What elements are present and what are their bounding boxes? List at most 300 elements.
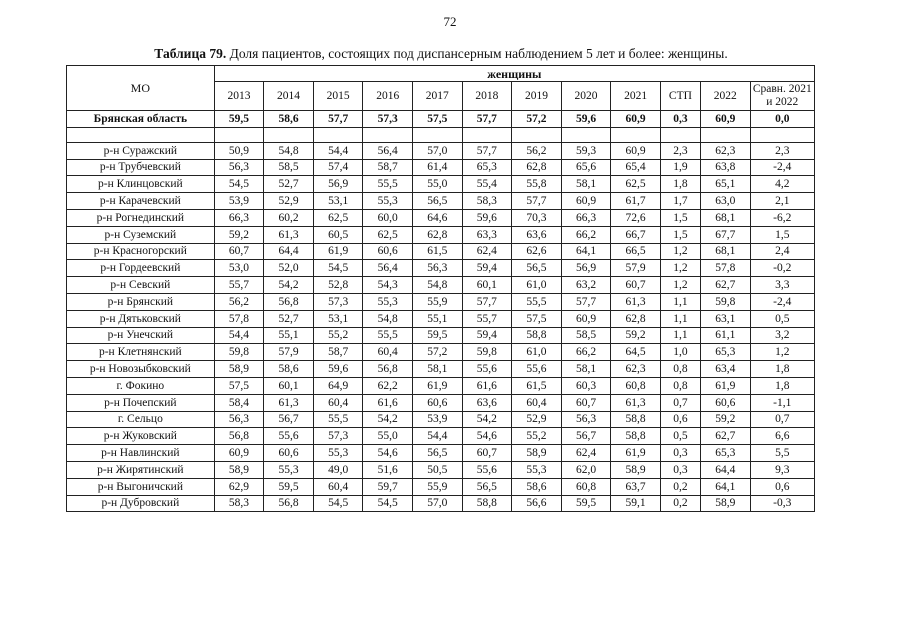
row-value: 67,7 xyxy=(700,226,750,243)
row-value: 60,7 xyxy=(462,445,512,462)
row-value: 0,3 xyxy=(660,111,700,128)
table-row xyxy=(67,310,815,327)
row-value: 59,6 xyxy=(561,111,611,128)
row-value: 55,6 xyxy=(264,428,314,445)
row-name: р-н Брянский xyxy=(67,293,215,310)
row-value: 62,7 xyxy=(700,277,750,294)
row-value: 55,3 xyxy=(313,445,363,462)
row-value: 62,3 xyxy=(611,361,661,378)
row-value: 56,4 xyxy=(363,142,413,159)
table-row xyxy=(67,478,815,495)
row-value: 56,5 xyxy=(512,260,562,277)
row-name: р-н Дубровский xyxy=(67,495,215,512)
row-value: 50,5 xyxy=(413,461,463,478)
row-value: 1,7 xyxy=(660,193,700,210)
row-value: 63,7 xyxy=(611,478,661,495)
row-value: 57,8 xyxy=(214,310,264,327)
row-value: 60,7 xyxy=(561,394,611,411)
row-value: 55,6 xyxy=(512,361,562,378)
row-value: 65,4 xyxy=(611,159,661,176)
row-value: 0,8 xyxy=(660,377,700,394)
table-row xyxy=(67,327,815,344)
row-value: 55,2 xyxy=(313,327,363,344)
header-year: 2013 xyxy=(214,82,264,111)
table-row xyxy=(67,394,815,411)
row-value: 57,5 xyxy=(512,310,562,327)
empty-cell xyxy=(700,127,750,142)
row-name: г. Фокино xyxy=(67,377,215,394)
row-value: 62,3 xyxy=(700,142,750,159)
table-row xyxy=(67,176,815,193)
row-value: 55,6 xyxy=(462,461,512,478)
row-value: 60,7 xyxy=(611,277,661,294)
row-value: 0,8 xyxy=(660,361,700,378)
row-value: 60,9 xyxy=(611,111,661,128)
row-value: 58,3 xyxy=(214,495,264,512)
row-value: 59,8 xyxy=(462,344,512,361)
row-value: 61,4 xyxy=(413,159,463,176)
row-value: 65,3 xyxy=(700,344,750,361)
table-caption xyxy=(66,46,816,62)
row-value: 60,3 xyxy=(561,377,611,394)
table-row xyxy=(67,159,815,176)
row-value: 66,7 xyxy=(611,226,661,243)
row-value: 60,0 xyxy=(363,209,413,226)
row-name: р-н Выгоничский xyxy=(67,478,215,495)
row-value: 64,4 xyxy=(264,243,314,260)
row-value: 61,6 xyxy=(462,377,512,394)
row-value: 54,5 xyxy=(313,260,363,277)
row-compare-value: -2,4 xyxy=(750,159,814,176)
row-value: 59,2 xyxy=(611,327,661,344)
row-name: р-н Почепский xyxy=(67,394,215,411)
table-row xyxy=(67,495,815,512)
row-value: 57,2 xyxy=(413,344,463,361)
row-value: 66,3 xyxy=(214,209,264,226)
row-value: 61,3 xyxy=(264,226,314,243)
row-value: 57,7 xyxy=(561,293,611,310)
row-value: 62,8 xyxy=(611,310,661,327)
row-value: 54,4 xyxy=(413,428,463,445)
row-compare-value: 2,3 xyxy=(750,142,814,159)
row-value: 61,1 xyxy=(700,327,750,344)
row-value: 60,9 xyxy=(611,142,661,159)
row-compare-value: 4,2 xyxy=(750,176,814,193)
row-value: 1,2 xyxy=(660,277,700,294)
row-value: 2,3 xyxy=(660,142,700,159)
row-value: 55,5 xyxy=(363,176,413,193)
row-compare-value: 1,2 xyxy=(750,344,814,361)
row-value: 60,1 xyxy=(264,377,314,394)
row-value: 54,5 xyxy=(363,495,413,512)
row-value: 55,3 xyxy=(363,293,413,310)
row-compare-value: 2,1 xyxy=(750,193,814,210)
row-name: р-н Гордеевский xyxy=(67,260,215,277)
row-value: 54,5 xyxy=(313,495,363,512)
row-value: 62,4 xyxy=(561,445,611,462)
row-value: 62,0 xyxy=(561,461,611,478)
row-value: 52,9 xyxy=(512,411,562,428)
empty-cell xyxy=(313,127,363,142)
row-value: 55,1 xyxy=(264,327,314,344)
row-value: 54,6 xyxy=(462,428,512,445)
row-value: 55,7 xyxy=(214,277,264,294)
row-value: 65,1 xyxy=(700,176,750,193)
empty-cell xyxy=(363,127,413,142)
row-value: 60,6 xyxy=(700,394,750,411)
row-value: 52,0 xyxy=(264,260,314,277)
row-value: 51,6 xyxy=(363,461,413,478)
row-value: 72,6 xyxy=(611,209,661,226)
row-value: 64,5 xyxy=(611,344,661,361)
empty-cell xyxy=(214,127,264,142)
row-value: 63,1 xyxy=(700,310,750,327)
row-value: 57,3 xyxy=(363,111,413,128)
row-value: 56,5 xyxy=(413,445,463,462)
row-value: 61,3 xyxy=(611,394,661,411)
row-value: 62,8 xyxy=(512,159,562,176)
row-compare-value: 0,0 xyxy=(750,111,814,128)
table-row xyxy=(67,344,815,361)
row-value: 61,9 xyxy=(313,243,363,260)
row-compare-value: 3,3 xyxy=(750,277,814,294)
row-value: 54,2 xyxy=(264,277,314,294)
row-value: 62,4 xyxy=(462,243,512,260)
row-compare-value: 1,8 xyxy=(750,361,814,378)
row-value: 60,7 xyxy=(214,243,264,260)
row-value: 56,3 xyxy=(214,411,264,428)
row-value: 56,3 xyxy=(214,159,264,176)
table-row xyxy=(67,293,815,310)
row-value: 64,9 xyxy=(313,377,363,394)
row-value: 56,2 xyxy=(512,142,562,159)
row-value: 55,0 xyxy=(363,428,413,445)
empty-cell xyxy=(462,127,512,142)
row-value: 55,5 xyxy=(512,293,562,310)
row-value: 55,0 xyxy=(413,176,463,193)
row-value: 54,5 xyxy=(214,176,264,193)
row-value: 55,5 xyxy=(363,327,413,344)
row-value: 53,1 xyxy=(313,193,363,210)
row-value: 60,5 xyxy=(313,226,363,243)
table-row xyxy=(67,209,815,226)
table-row xyxy=(67,193,815,210)
row-value: 64,6 xyxy=(413,209,463,226)
table-row xyxy=(67,243,815,260)
row-value: 55,3 xyxy=(512,461,562,478)
page-number: 72 xyxy=(443,14,457,29)
row-value: 55,9 xyxy=(413,293,463,310)
row-value: 54,3 xyxy=(363,277,413,294)
row-value: 65,3 xyxy=(462,159,512,176)
row-value: 57,8 xyxy=(700,260,750,277)
row-value: 56,8 xyxy=(264,495,314,512)
row-value: 60,9 xyxy=(561,310,611,327)
row-value: 53,9 xyxy=(413,411,463,428)
row-value: 59,4 xyxy=(462,260,512,277)
empty-cell xyxy=(750,127,814,142)
row-value: 59,2 xyxy=(700,411,750,428)
row-value: 1,1 xyxy=(660,310,700,327)
row-value: 58,5 xyxy=(561,327,611,344)
row-value: 1,0 xyxy=(660,344,700,361)
row-value: 58,1 xyxy=(413,361,463,378)
row-value: 60,6 xyxy=(363,243,413,260)
row-value: 57,7 xyxy=(462,111,512,128)
row-value: 56,2 xyxy=(214,293,264,310)
row-value: 62,6 xyxy=(512,243,562,260)
row-compare-value: 6,6 xyxy=(750,428,814,445)
empty-cell xyxy=(67,127,215,142)
empty-cell xyxy=(512,127,562,142)
row-value: 55,7 xyxy=(462,310,512,327)
row-compare-value: -0,2 xyxy=(750,260,814,277)
row-value: 52,8 xyxy=(313,277,363,294)
row-value: 55,8 xyxy=(512,176,562,193)
row-value: 52,9 xyxy=(264,193,314,210)
row-compare-value: 9,3 xyxy=(750,461,814,478)
row-value: 0,7 xyxy=(660,394,700,411)
row-value: 59,6 xyxy=(462,209,512,226)
row-value: 0,3 xyxy=(660,461,700,478)
row-value: 57,2 xyxy=(512,111,562,128)
row-value: 60,1 xyxy=(462,277,512,294)
row-name: р-н Карачевский xyxy=(67,193,215,210)
row-value: 56,3 xyxy=(561,411,611,428)
row-name: р-н Красногорский xyxy=(67,243,215,260)
row-value: 50,9 xyxy=(214,142,264,159)
row-value: 59,8 xyxy=(214,344,264,361)
row-compare-value: -2,4 xyxy=(750,293,814,310)
row-compare-value: 3,2 xyxy=(750,327,814,344)
row-value: 63,8 xyxy=(700,159,750,176)
header-year: 2014 xyxy=(264,82,314,111)
row-value: 57,4 xyxy=(313,159,363,176)
table-row xyxy=(67,445,815,462)
header-year: СТП xyxy=(660,82,700,111)
empty-cell xyxy=(660,127,700,142)
header-year: 2015 xyxy=(313,82,363,111)
header-year: 2016 xyxy=(363,82,413,111)
row-value: 61,9 xyxy=(413,377,463,394)
row-value: 55,2 xyxy=(512,428,562,445)
table-body xyxy=(67,111,815,512)
empty-cell xyxy=(264,127,314,142)
row-value: 57,7 xyxy=(313,111,363,128)
row-name: р-н Жуковский xyxy=(67,428,215,445)
row-value: 55,5 xyxy=(313,411,363,428)
row-value: 57,3 xyxy=(313,428,363,445)
row-compare-value: 0,6 xyxy=(750,478,814,495)
row-value: 59,5 xyxy=(561,495,611,512)
row-value: 0,2 xyxy=(660,478,700,495)
row-value: 59,5 xyxy=(264,478,314,495)
row-value: 58,6 xyxy=(512,478,562,495)
row-name: р-н Жирятинский xyxy=(67,461,215,478)
empty-cell xyxy=(561,127,611,142)
row-value: 65,6 xyxy=(561,159,611,176)
row-value: 55,3 xyxy=(264,461,314,478)
row-value: 58,6 xyxy=(264,111,314,128)
row-value: 61,6 xyxy=(363,394,413,411)
row-value: 60,8 xyxy=(561,478,611,495)
row-value: 56,7 xyxy=(561,428,611,445)
row-name: р-н Суражский xyxy=(67,142,215,159)
row-value: 60,6 xyxy=(264,445,314,462)
row-value: 64,1 xyxy=(561,243,611,260)
row-value: 62,5 xyxy=(363,226,413,243)
row-name: р-н Рогнединский xyxy=(67,209,215,226)
row-value: 55,1 xyxy=(413,310,463,327)
header-year: 2017 xyxy=(413,82,463,111)
row-value: 57,0 xyxy=(413,142,463,159)
row-value: 60,9 xyxy=(700,111,750,128)
row-value: 65,3 xyxy=(700,445,750,462)
header-compare: Сравн. 2021 и 2022 xyxy=(750,82,814,111)
row-value: 62,5 xyxy=(313,209,363,226)
row-value: 58,3 xyxy=(462,193,512,210)
row-value: 59,6 xyxy=(313,361,363,378)
table-row xyxy=(67,411,815,428)
row-value: 62,2 xyxy=(363,377,413,394)
row-name: р-н Севский xyxy=(67,277,215,294)
row-value: 59,1 xyxy=(611,495,661,512)
row-value: 56,5 xyxy=(462,478,512,495)
empty-cell xyxy=(611,127,661,142)
header-group: женщины xyxy=(214,66,814,82)
row-value: 54,8 xyxy=(264,142,314,159)
row-value: 56,3 xyxy=(413,260,463,277)
row-value: 56,9 xyxy=(561,260,611,277)
header-year: 2022 xyxy=(700,82,750,111)
table-row xyxy=(67,461,815,478)
region-total-row xyxy=(67,111,815,128)
row-value: 1,5 xyxy=(660,226,700,243)
row-value: 56,6 xyxy=(512,495,562,512)
row-value: 52,7 xyxy=(264,310,314,327)
header-year: 2019 xyxy=(512,82,562,111)
row-value: 56,8 xyxy=(363,361,413,378)
row-value: 57,7 xyxy=(462,293,512,310)
row-compare-value: 1,8 xyxy=(750,377,814,394)
row-value: 63,6 xyxy=(512,226,562,243)
row-value: 1,1 xyxy=(660,327,700,344)
row-value: 68,1 xyxy=(700,209,750,226)
row-value: 58,9 xyxy=(214,361,264,378)
row-value: 55,9 xyxy=(413,478,463,495)
row-value: 68,1 xyxy=(700,243,750,260)
row-value: 58,8 xyxy=(512,327,562,344)
row-value: 58,9 xyxy=(611,461,661,478)
row-value: 66,3 xyxy=(561,209,611,226)
row-value: 63,4 xyxy=(700,361,750,378)
row-name: р-н Новозыбковский xyxy=(67,361,215,378)
row-value: 57,9 xyxy=(611,260,661,277)
row-value: 57,9 xyxy=(264,344,314,361)
row-value: 58,8 xyxy=(611,411,661,428)
row-value: 61,7 xyxy=(611,193,661,210)
row-value: 56,7 xyxy=(264,411,314,428)
row-value: 66,5 xyxy=(611,243,661,260)
header-year: 2021 xyxy=(611,82,661,111)
table-row xyxy=(67,226,815,243)
row-value: 66,2 xyxy=(561,344,611,361)
row-value: 56,4 xyxy=(363,260,413,277)
empty-cell xyxy=(413,127,463,142)
row-value: 1,9 xyxy=(660,159,700,176)
row-value: 60,4 xyxy=(313,478,363,495)
row-value: 1,5 xyxy=(660,209,700,226)
header-year: 2018 xyxy=(462,82,512,111)
row-value: 58,1 xyxy=(561,176,611,193)
row-value: 61,9 xyxy=(700,377,750,394)
row-value: 54,2 xyxy=(363,411,413,428)
data-table xyxy=(66,65,815,512)
row-value: 61,5 xyxy=(512,377,562,394)
header-mo: МО xyxy=(67,66,215,111)
row-compare-value: 2,4 xyxy=(750,243,814,260)
row-value: 53,1 xyxy=(313,310,363,327)
row-value: 58,8 xyxy=(611,428,661,445)
row-value: 63,0 xyxy=(700,193,750,210)
row-value: 60,4 xyxy=(313,394,363,411)
row-name: р-н Суземский xyxy=(67,226,215,243)
row-value: 56,9 xyxy=(313,176,363,193)
row-name: р-н Клетнянский xyxy=(67,344,215,361)
row-name: р-н Навлинский xyxy=(67,445,215,462)
row-value: 60,8 xyxy=(611,377,661,394)
row-value: 53,0 xyxy=(214,260,264,277)
row-value: 58,5 xyxy=(264,159,314,176)
row-compare-value: 1,5 xyxy=(750,226,814,243)
row-value: 59,3 xyxy=(561,142,611,159)
row-value: 59,8 xyxy=(700,293,750,310)
row-compare-value: -1,1 xyxy=(750,394,814,411)
row-value: 55,6 xyxy=(462,361,512,378)
table-caption-text: Доля пациентов, состоящих под диспансерным наблюдением 5 лет и более: женщины. xyxy=(226,46,728,61)
row-compare-value: 0,5 xyxy=(750,310,814,327)
row-value: 56,8 xyxy=(214,428,264,445)
row-name: р-н Унечский xyxy=(67,327,215,344)
row-value: 60,9 xyxy=(214,445,264,462)
row-value: 61,5 xyxy=(413,243,463,260)
row-name: р-н Трубчевский xyxy=(67,159,215,176)
row-value: 57,5 xyxy=(214,377,264,394)
row-value: 61,0 xyxy=(512,277,562,294)
row-value: 54,4 xyxy=(313,142,363,159)
row-value: 59,7 xyxy=(363,478,413,495)
row-value: 59,2 xyxy=(214,226,264,243)
row-value: 58,8 xyxy=(462,495,512,512)
row-name: Брянская область xyxy=(67,111,215,128)
table-row xyxy=(67,277,815,294)
row-value: 62,9 xyxy=(214,478,264,495)
row-value: 0,5 xyxy=(660,428,700,445)
row-value: 0,3 xyxy=(660,445,700,462)
row-value: 57,0 xyxy=(413,495,463,512)
row-value: 60,6 xyxy=(413,394,463,411)
row-value: 58,4 xyxy=(214,394,264,411)
row-value: 58,6 xyxy=(264,361,314,378)
row-value: 0,6 xyxy=(660,411,700,428)
row-value: 60,4 xyxy=(363,344,413,361)
row-compare-value: -0,3 xyxy=(750,495,814,512)
row-compare-value: 5,5 xyxy=(750,445,814,462)
row-compare-value: 0,7 xyxy=(750,411,814,428)
row-value: 54,8 xyxy=(413,277,463,294)
row-value: 54,6 xyxy=(363,445,413,462)
row-value: 58,9 xyxy=(512,445,562,462)
